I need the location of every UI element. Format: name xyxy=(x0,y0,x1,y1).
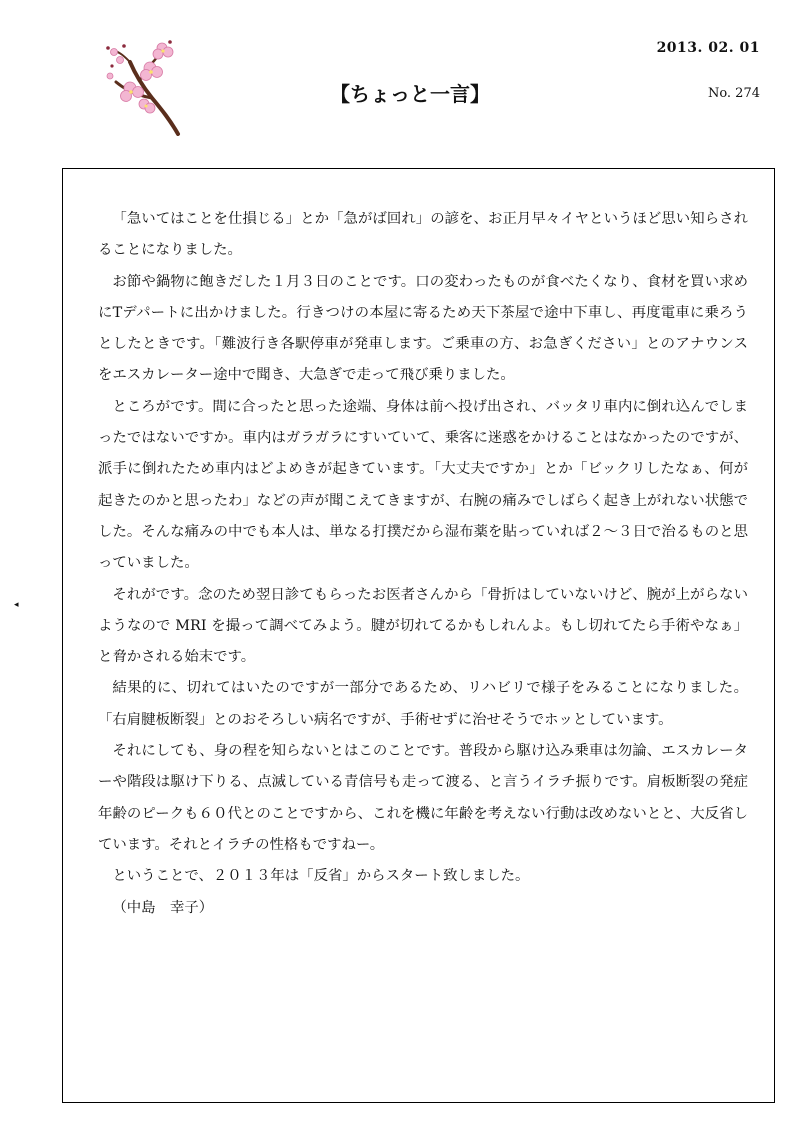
paragraph: それにしても、身の程を知らないとはこのことです。普段から駆け込み乗車は勿論、エスカレーターや階段は駆け下りる、点滅している青信号も走って渡る、と言うイラチ振りです。肩板断裂の発症年齢のピークも６０代とのことですから、これを機に年齢を考えない行動は改めないとと、大反省しています。それとイラチの性格もですねー。 xyxy=(98,743,748,853)
paragraph: 結果的に、切れてはいたのですが一部分であるため、リハビリで様子をみることになりました。「右肩腱板断裂」とのおそろしい病名ですが、手術せずに治せそうでホッとしています。 xyxy=(98,680,748,728)
paragraph: お節や鍋物に飽きだした１月３日のことです。口の変わったものが食べたくなり、食材を買い求めにTデパートに出かけました。行きつけの本屋に寄るため天下茶屋で途中下車し、再度電車に乗ろうとしたときです。「難波行き各駅停車が発車します。ご乗車の方、お急ぎください」とのアナウンスをエスカレーター途中で聞き、大急ぎで走って飛び乗りました。 xyxy=(98,273,748,384)
author-signature: （中島 幸子） xyxy=(112,899,214,916)
margin-arrow-icon: ◂ xyxy=(14,600,19,610)
essay-body xyxy=(98,204,748,924)
issue-date: 2013. 02. 01 xyxy=(656,40,760,56)
plum-blossom-icon xyxy=(100,36,190,136)
paragraph: それがです。念のため翌日診てもらったお医者さんから「骨折はしていないけど、腕が上がらないようなので MRI を撮って調べてみよう。腱が切れてるかもしれんよ。もし切れてたら手術やなぁ」と脅かされる始末です。 xyxy=(98,586,748,666)
paragraph: ということで、２０１３年は「反省」からスタート致しました。 xyxy=(112,868,530,885)
page-title: 【ちょっと一言】 xyxy=(330,82,490,106)
paragraph: 「急いてはことを仕損じる」とか「急がば回れ」の諺を、お正月早々イヤというほど思い知らされることになりました。 xyxy=(98,211,748,259)
issue-number: No. 274 xyxy=(707,86,760,101)
paragraph: ところがです。間に合ったと思った途端、身体は前へ投げ出され、バッタリ車内に倒れ込んでしまったではないですか。車内はガラガラにすいていて、乗客に迷惑をかけることはなかったのですが、派手に倒れたため車内はどよめきが起きています。「大丈夫ですか」とか「ビックリしたなぁ、何が起きたのかと思ったわ」などの声が聞こえてきますが、右腕の痛みでしばらく起き上がれない状態でした。そんな痛みの中でも本人は、単なる打撲だから湿布薬を貼っていれば２〜３日で治るものと思っていました。 xyxy=(98,398,748,572)
